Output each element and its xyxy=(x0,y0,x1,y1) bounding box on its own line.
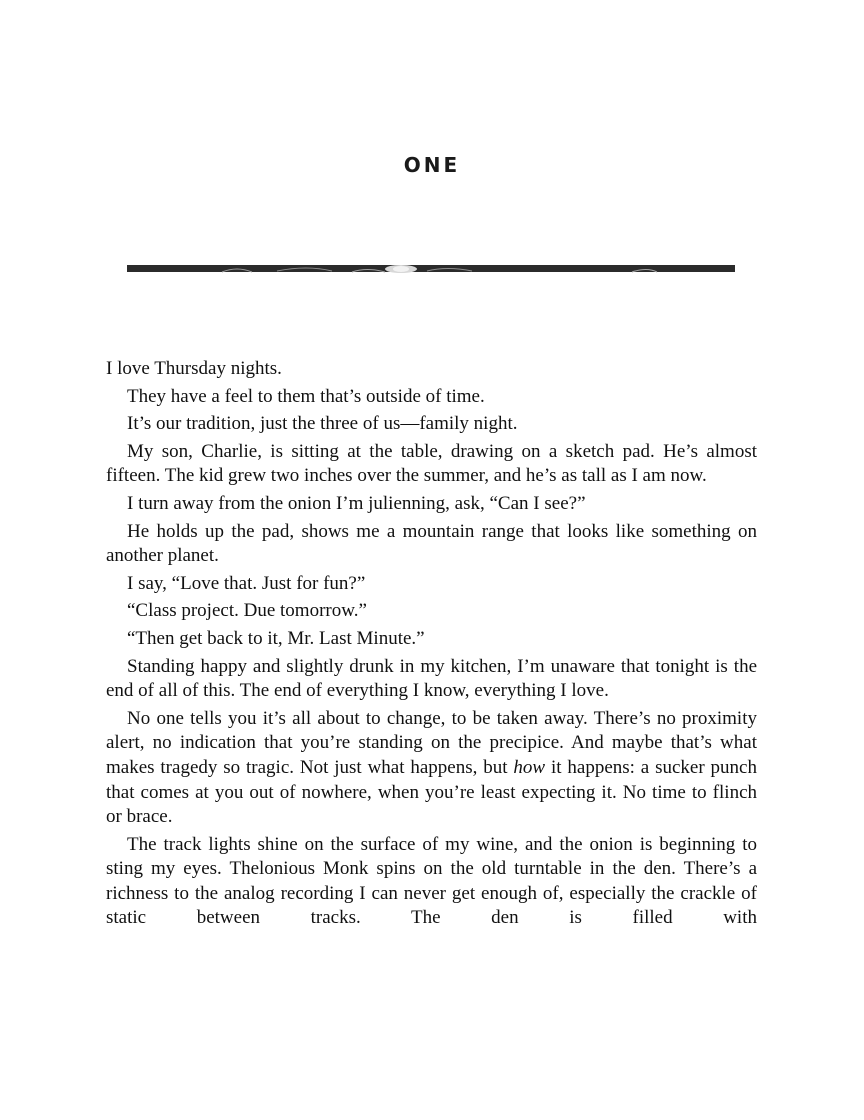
paragraph: My son, Charlie, is sitting at the table, drawing on a sketch pad. He’s almost fifteen. The kid grew two inches over the summer, and he’s as tall as I am now. xyxy=(106,440,757,487)
paragraph: The track lights shine on the surface of my wine, and the onion is beginning to sting my eyes. Thelonious Monk spins on the old turntable in the den. There’s a richness to the analog recording I can never get enough of, especially the crackle of static between tracks. The den is filled with xyxy=(106,833,757,929)
paragraph: Standing happy and slightly drunk in my kitchen, I’m unaware that tonight is the end of all of this. The end of everything I know, everything I love. xyxy=(106,655,757,702)
chapter-divider-ornament xyxy=(127,265,735,273)
paragraph: He holds up the pad, shows me a mountain range that looks like something on another planet. xyxy=(106,520,757,567)
emphasized-word: how xyxy=(513,756,546,778)
paragraph: They have a feel to them that’s outside of time. xyxy=(127,385,485,407)
paragraph-text: No one tells you it’s all about to change, to be taken away. There’s no proximity alert, no indication that you’re standing on the precipice. And maybe that’s what makes tragedy so tragic. Not just what happens, but xyxy=(106,707,757,778)
paragraph: It’s our tradition, just the three of us—family night. xyxy=(127,413,518,435)
paragraph: I turn away from the onion I’m julienning, ask, “Can I see?” xyxy=(127,492,586,514)
chapter-title: ONE xyxy=(403,153,461,177)
paragraph: I say, “Love that. Just for fun?” xyxy=(127,572,366,594)
paragraph: I love Thursday nights. xyxy=(106,358,282,379)
paragraph: “Then get back to it, Mr. Last Minute.” xyxy=(127,627,425,649)
chapter-body xyxy=(106,357,757,934)
paragraph-text: it happens: a sucker punch that comes at you out of nowhere, when you’re least expecting it. No time to flinch or brace. xyxy=(106,756,757,828)
paragraph xyxy=(106,707,757,830)
paragraph: “Class project. Due tomorrow.” xyxy=(127,600,367,622)
